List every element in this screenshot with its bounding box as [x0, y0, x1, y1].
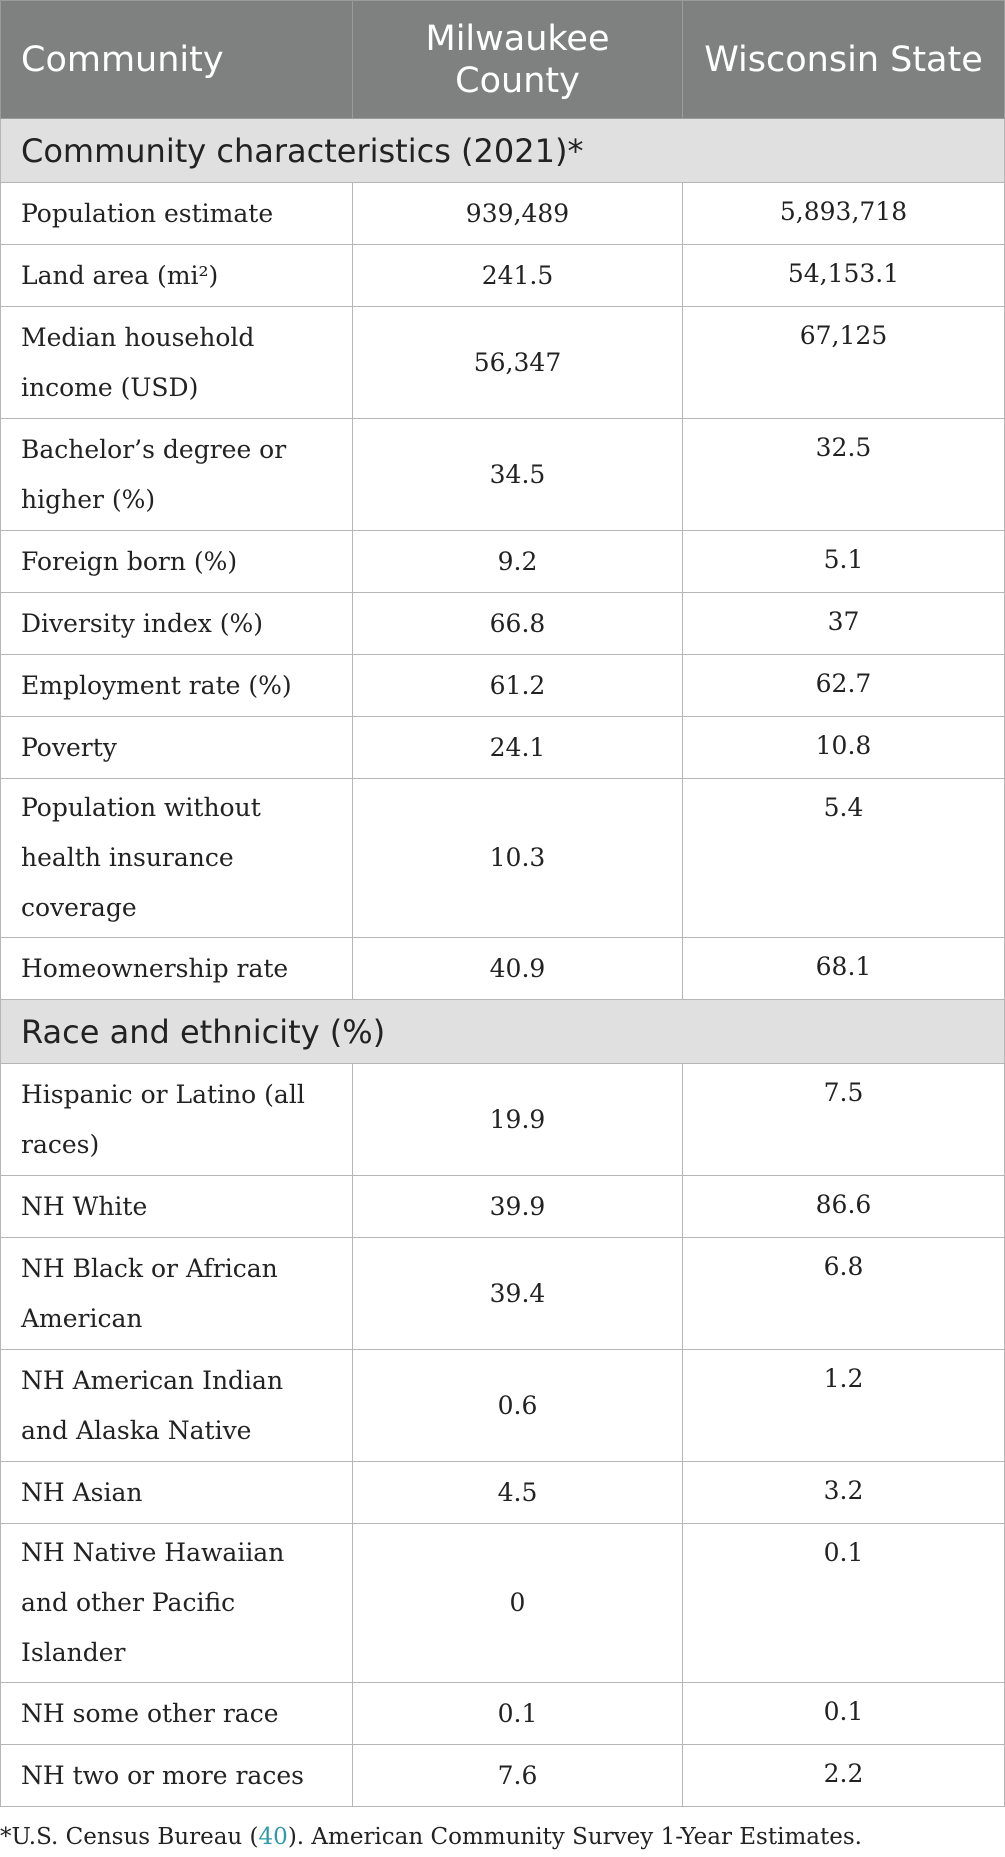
- milwaukee-county-value: 40.9: [353, 938, 683, 1000]
- footnote-suffix: ). American Community Survey 1-Year Estimates.: [287, 1824, 862, 1850]
- row-label: Bachelor’s degree or higher (%): [1, 419, 353, 531]
- milwaukee-county-value: 10.3: [353, 779, 683, 938]
- row-label: Population without health insurance coverage: [1, 779, 353, 938]
- table-row: [1, 779, 1005, 938]
- wisconsin-state-value: 86.6: [683, 1176, 1005, 1238]
- row-label: NH Black or African American: [1, 1238, 353, 1350]
- row-label: Homeownership rate: [1, 938, 353, 1000]
- section-header-row: [1, 119, 1005, 183]
- row-label: NH American Indian and Alaska Native: [1, 1350, 353, 1462]
- table-row: [1, 1524, 1005, 1683]
- table-row: [1, 1238, 1005, 1350]
- wisconsin-state-value: 68.1: [683, 938, 1005, 1000]
- row-label: NH Asian: [1, 1462, 353, 1524]
- table-row: [1, 1064, 1005, 1176]
- wisconsin-state-value: 32.5: [683, 419, 1005, 531]
- milwaukee-county-value: 9.2: [353, 531, 683, 593]
- row-label: Foreign born (%): [1, 531, 353, 593]
- table-body: [1, 119, 1005, 1807]
- section-title: Race and ethnicity (%): [1, 1000, 1005, 1064]
- table-row: [1, 183, 1005, 245]
- milwaukee-county-value: 241.5: [353, 245, 683, 307]
- table-row: [1, 1176, 1005, 1238]
- wisconsin-state-value: 5.4: [683, 779, 1005, 938]
- table-row: [1, 938, 1005, 1000]
- header-milwaukee-county: Milwaukee County: [353, 1, 683, 119]
- milwaukee-county-value: 39.4: [353, 1238, 683, 1350]
- wisconsin-state-value: 67,125: [683, 307, 1005, 419]
- table-row: [1, 531, 1005, 593]
- wisconsin-state-value: 0.1: [683, 1524, 1005, 1683]
- row-label: Median household income (USD): [1, 307, 353, 419]
- milwaukee-county-value: 0.1: [353, 1683, 683, 1745]
- wisconsin-state-value: 5.1: [683, 531, 1005, 593]
- table-footnote: [0, 1817, 1005, 1857]
- header-community: Community: [1, 1, 353, 119]
- milwaukee-county-value: 61.2: [353, 655, 683, 717]
- milwaukee-county-value: 939,489: [353, 183, 683, 245]
- row-label: NH two or more races: [1, 1745, 353, 1807]
- header-wisconsin-state: Wisconsin State: [683, 1, 1005, 119]
- row-label: Hispanic or Latino (all races): [1, 1064, 353, 1176]
- milwaukee-county-value: 0.6: [353, 1350, 683, 1462]
- row-label: NH Native Hawaiian and other Pacific Islander: [1, 1524, 353, 1683]
- table-row: [1, 1462, 1005, 1524]
- wisconsin-state-value: 54,153.1: [683, 245, 1005, 307]
- row-label: Poverty: [1, 717, 353, 779]
- milwaukee-county-value: 4.5: [353, 1462, 683, 1524]
- milwaukee-county-value: 66.8: [353, 593, 683, 655]
- wisconsin-state-value: 6.8: [683, 1238, 1005, 1350]
- table-row: [1, 1350, 1005, 1462]
- row-label: NH White: [1, 1176, 353, 1238]
- table-header: [1, 1, 1005, 119]
- footnote-reference-link[interactable]: 40: [258, 1824, 288, 1850]
- table-row: [1, 245, 1005, 307]
- wisconsin-state-value: 0.1: [683, 1683, 1005, 1745]
- row-label: NH some other race: [1, 1683, 353, 1745]
- milwaukee-county-value: 24.1: [353, 717, 683, 779]
- footnote-prefix: *U.S. Census Bureau (: [0, 1824, 259, 1850]
- table-row: [1, 1745, 1005, 1807]
- table-row: [1, 655, 1005, 717]
- wisconsin-state-value: 2.2: [683, 1745, 1005, 1807]
- table-row: [1, 307, 1005, 419]
- wisconsin-state-value: 5,893,718: [683, 183, 1005, 245]
- wisconsin-state-value: 62.7: [683, 655, 1005, 717]
- wisconsin-state-value: 10.8: [683, 717, 1005, 779]
- table-row: [1, 1683, 1005, 1745]
- table-row: [1, 593, 1005, 655]
- milwaukee-county-value: 34.5: [353, 419, 683, 531]
- section-title: Community characteristics (2021)*: [1, 119, 1005, 183]
- section-header-row: [1, 1000, 1005, 1064]
- wisconsin-state-value: 37: [683, 593, 1005, 655]
- table-row: [1, 419, 1005, 531]
- milwaukee-county-value: 56,347: [353, 307, 683, 419]
- milwaukee-county-value: 7.6: [353, 1745, 683, 1807]
- milwaukee-county-value: 39.9: [353, 1176, 683, 1238]
- milwaukee-county-value: 19.9: [353, 1064, 683, 1176]
- row-label: Employment rate (%): [1, 655, 353, 717]
- row-label: Land area (mi²): [1, 245, 353, 307]
- table-row: [1, 717, 1005, 779]
- wisconsin-state-value: 7.5: [683, 1064, 1005, 1176]
- row-label: Diversity index (%): [1, 593, 353, 655]
- row-label: Population estimate: [1, 183, 353, 245]
- wisconsin-state-value: 1.2: [683, 1350, 1005, 1462]
- wisconsin-state-value: 3.2: [683, 1462, 1005, 1524]
- milwaukee-county-value: 0: [353, 1524, 683, 1683]
